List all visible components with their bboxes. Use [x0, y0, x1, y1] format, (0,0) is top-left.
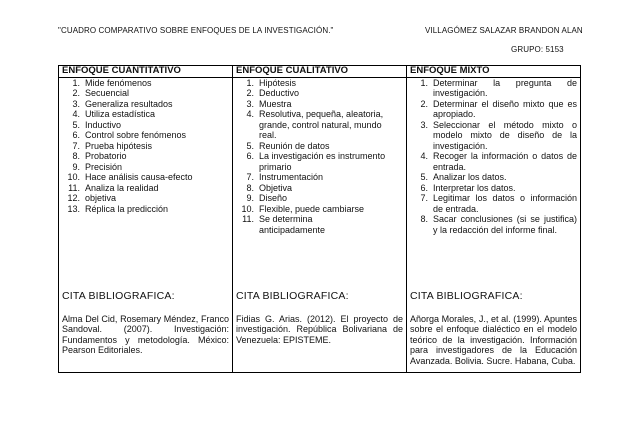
cuantitativo-cell	[59, 77, 233, 235]
list-item	[62, 183, 229, 194]
list-item	[410, 183, 577, 194]
comparison-table	[58, 65, 581, 373]
item-number: 1.	[72, 77, 80, 88]
cuantitativo-citation-cell	[59, 235, 233, 373]
list-item	[62, 193, 229, 204]
item-text: La investigación es instrumento primario	[259, 151, 386, 172]
item-text: Diseño	[259, 193, 288, 203]
list-item	[236, 214, 403, 235]
item-text: Utiliza estadística	[85, 109, 156, 119]
citation-text: Añorga Morales, J., et al. (1999). Apuntes sobre el enfoque dialéctico en el modelo teórico de la investigación. Información para investigadores de la Educación Avanzada. Bolivia. Sucre. Habana, Cuba.	[410, 313, 577, 366]
list-item	[236, 183, 403, 194]
item-text: Prueba hipótesis	[85, 140, 153, 151]
item-text: Analiza la realidad	[85, 182, 159, 193]
list-item	[236, 88, 403, 99]
list-item	[410, 214, 577, 235]
list-item	[62, 162, 229, 173]
item-number: 11.	[68, 182, 80, 193]
cuantitativo-list	[62, 78, 229, 215]
heading-mixto: ENFOQUE MIXTO	[407, 66, 581, 78]
item-text: Legitimar los datos o información de entrada.	[433, 193, 577, 214]
item-number: 3.	[246, 98, 254, 109]
item-number: 6.	[72, 130, 80, 140]
item-text: Determinar la pregunta de investigación.	[433, 77, 577, 98]
list-item	[410, 172, 577, 183]
item-number: 1.	[420, 77, 428, 88]
mixto-cell	[407, 77, 581, 235]
list-item	[62, 151, 229, 162]
list-item	[62, 141, 229, 152]
item-text: Hace análisis causa-efecto	[85, 172, 193, 182]
citation-title: CITA BIBLIOGRAFICA:	[236, 290, 349, 302]
list-item	[236, 193, 403, 204]
list-item	[62, 88, 229, 99]
item-number: 5.	[72, 119, 80, 130]
list-item	[410, 78, 577, 99]
table-items-row	[59, 77, 581, 235]
list-item	[62, 130, 229, 141]
citation-title: CITA BIBLIOGRAFICA:	[410, 290, 523, 302]
document-title: "CUADRO COMPARATIVO SOBRE ENFOQUES DE LA INVESTIGACIÓN."	[58, 26, 334, 35]
list-item	[236, 151, 403, 172]
item-number: 4.	[420, 151, 428, 161]
item-text: Objetiva	[259, 182, 293, 193]
item-number: 12.	[67, 193, 80, 203]
list-item	[410, 120, 577, 152]
item-text: Deductivo	[259, 88, 300, 98]
item-number: 6.	[420, 182, 428, 193]
item-text: Interpretar los datos.	[433, 182, 516, 193]
item-number: 8.	[420, 214, 428, 224]
cualitativo-citation-cell	[233, 235, 407, 373]
mixto-list	[410, 78, 577, 236]
list-item	[236, 109, 403, 141]
cualitativo-list	[236, 78, 403, 236]
list-item	[236, 204, 403, 215]
item-text: Inductivo	[85, 119, 122, 130]
citation-text: Alma Del Cid, Rosemary Méndez, Franco Sandoval. (2007). Investigación: Fundamentos y metodología. México: Pearson Editoriales.	[62, 313, 229, 355]
list-item	[62, 109, 229, 120]
item-number: 5.	[246, 140, 254, 151]
item-number: 8.	[72, 151, 80, 161]
item-text: Probatorio	[85, 151, 127, 161]
list-item	[62, 99, 229, 110]
list-item	[236, 78, 403, 89]
item-number: 7.	[72, 140, 80, 151]
item-number: 2.	[420, 98, 428, 109]
item-text: Resolutiva, pequeña, aleatoria, grande, control natural, mundo real.	[259, 109, 384, 140]
citation-title: CITA BIBLIOGRAFICA:	[62, 290, 175, 302]
item-text: Recoger la información o datos de entrada.	[433, 151, 577, 172]
author-name: VILLAGÓMEZ SALAZAR BRANDON ALAN	[425, 26, 583, 35]
mixto-citation-cell	[407, 235, 581, 373]
citation-text: Fidias G. Arias. (2012). El proyecto de investigación. República Bolivariana de Venezuela: EPISTEME.	[236, 313, 403, 345]
list-item	[236, 172, 403, 183]
list-item	[410, 99, 577, 120]
item-number: 4.	[72, 109, 80, 119]
item-text: Muestra	[259, 98, 292, 109]
item-number: 3.	[72, 98, 80, 109]
list-item	[62, 78, 229, 89]
item-text: Control sobre fenómenos	[85, 130, 187, 140]
item-text: Seleccionar el método mixto o modelo mixto de diseño de la investigación.	[433, 119, 577, 151]
heading-cuantitativo: ENFOQUE CUANTITATIVO	[59, 66, 233, 78]
item-text: Hipótesis	[259, 77, 297, 88]
item-number: 7.	[246, 172, 254, 182]
item-number: 9.	[246, 193, 254, 203]
item-text: Reunión de datos	[259, 140, 330, 151]
list-item	[62, 204, 229, 215]
item-number: 6.	[246, 151, 254, 161]
list-item	[62, 172, 229, 183]
item-number: 4.	[246, 109, 254, 119]
list-item	[62, 120, 229, 131]
item-number: 2.	[72, 88, 80, 98]
item-number: 7.	[420, 193, 428, 203]
item-number: 2.	[246, 88, 254, 98]
item-number: 3.	[420, 119, 428, 130]
item-text: Secuencial	[85, 88, 130, 98]
item-text: objetiva	[85, 193, 117, 203]
item-text: Réplica la predicción	[85, 203, 169, 214]
item-text: Precisión	[85, 161, 123, 172]
cualitativo-cell	[233, 77, 407, 235]
item-text: Determinar el diseño mixto que es apropiado.	[433, 98, 577, 119]
list-item	[236, 141, 403, 152]
item-text: Flexible, puede cambiarse	[259, 203, 365, 214]
list-item	[410, 151, 577, 172]
item-number: 9.	[72, 161, 80, 172]
item-number: 10.	[241, 203, 254, 214]
group-label: GRUPO: 5153	[511, 45, 564, 54]
item-text: Sacar conclusiones (si se justifica) y la redacción del informe final.	[433, 214, 577, 235]
item-number: 13.	[67, 203, 80, 214]
list-item	[236, 99, 403, 110]
item-text: Generaliza resultados	[85, 98, 173, 109]
item-text: Analizar los datos.	[433, 172, 507, 182]
table-header-row	[59, 66, 581, 78]
item-number: 1.	[246, 77, 254, 88]
item-text: Se determina anticipadamente	[259, 214, 326, 235]
item-text: Instrumentación	[259, 172, 324, 182]
item-number: 5.	[420, 172, 428, 182]
item-text: Mide fenómenos	[85, 77, 152, 88]
table-citation-row	[59, 235, 581, 373]
item-number: 10.	[67, 172, 80, 182]
item-number: 8.	[246, 182, 254, 193]
list-item	[410, 193, 577, 214]
heading-cualitativo: ENFOQUE CUALITATIVO	[233, 66, 407, 78]
item-number: 11.	[242, 214, 254, 224]
